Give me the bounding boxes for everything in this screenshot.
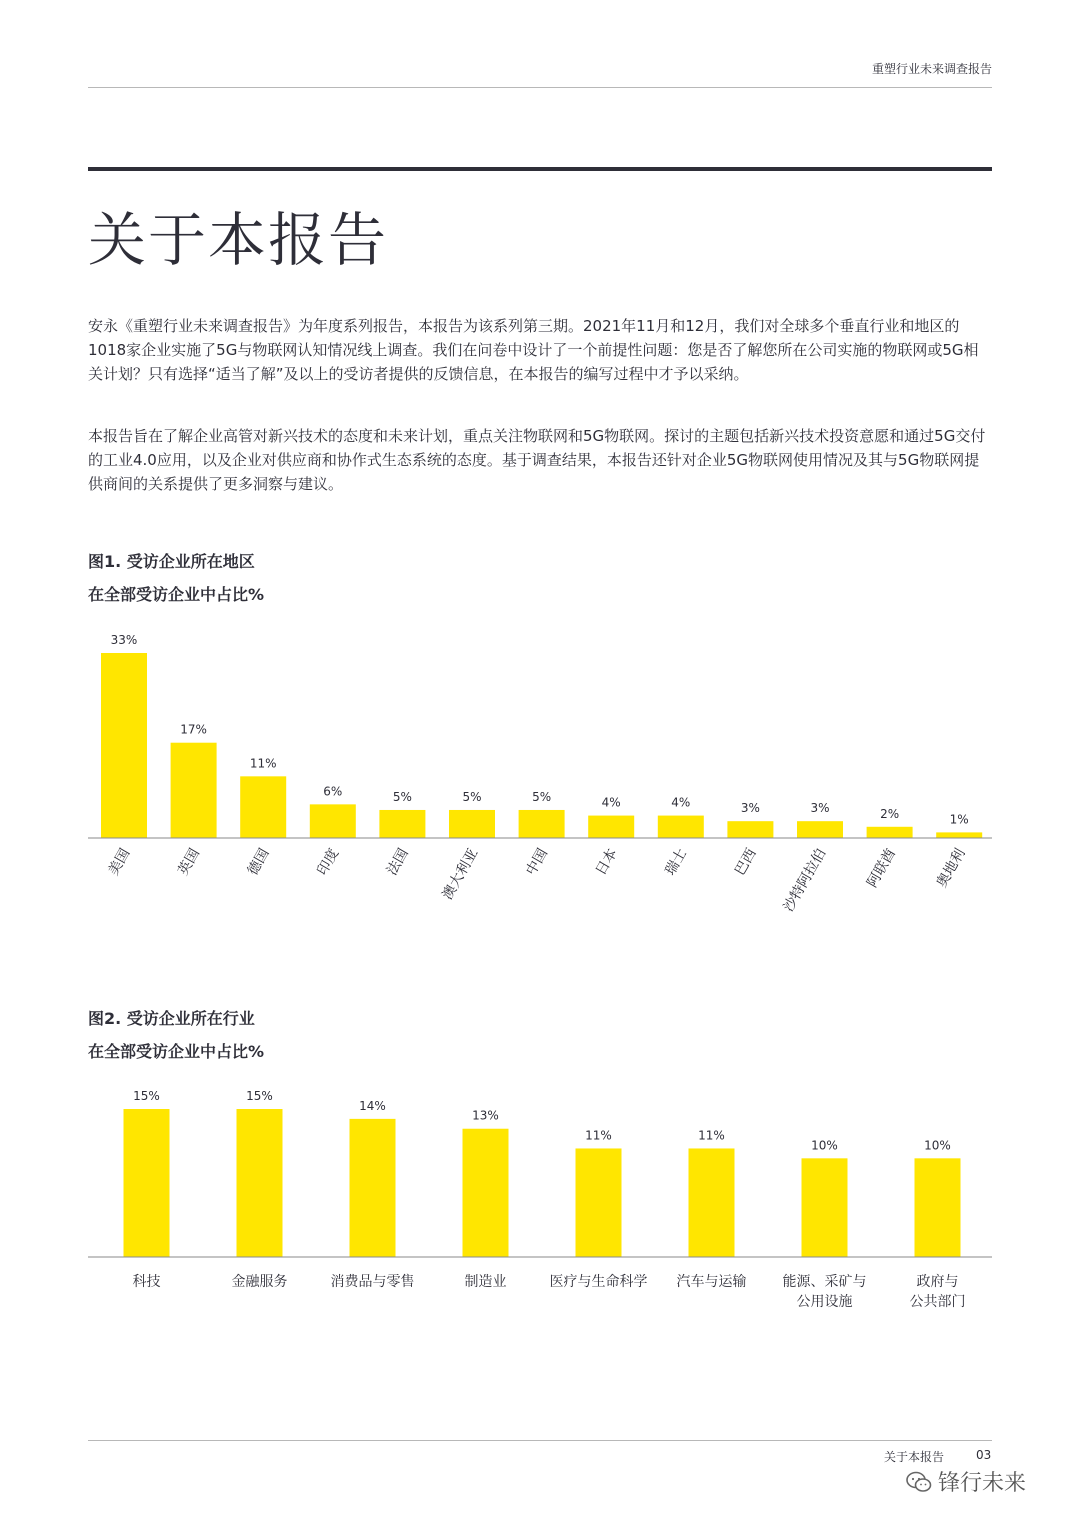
figure1-title: 图1. 受访企业所在地区: [88, 552, 255, 571]
bar-region-11: [867, 827, 913, 838]
tick-label-industry-4: 医疗与生命科学: [549, 1274, 648, 1290]
tick-label-industry-0: 科技: [132, 1274, 161, 1290]
data-label-region-12: 1%: [949, 812, 969, 827]
bar-industry-2: [350, 1119, 396, 1257]
bar-industry-0: [124, 1109, 170, 1257]
tick-label-region-2: 德国: [244, 846, 273, 879]
data-label-region-1: 17%: [180, 722, 207, 737]
data-label-industry-1: 15%: [246, 1089, 273, 1103]
data-label-industry-3: 13%: [472, 1108, 499, 1123]
tick-label-region-8: 瑞士: [662, 846, 691, 879]
figure1-chart: [0, 620, 1080, 930]
footer-divider: [88, 1440, 992, 1441]
watermark-text: 锋行未来: [938, 1471, 1027, 1496]
tick-label-industry-6: 能源、采矿与: [782, 1274, 867, 1290]
bar-industry-4: [576, 1148, 622, 1257]
bar-industry-7: [915, 1158, 961, 1257]
bar-region-6: [519, 810, 565, 838]
data-label-region-3: 6%: [323, 784, 343, 799]
bar-region-0: [101, 653, 147, 838]
tick-label-region-7: 日本: [592, 846, 621, 879]
bar-region-10: [797, 821, 843, 838]
data-label-region-2: 11%: [249, 756, 277, 771]
data-label-industry-4: 11%: [585, 1128, 612, 1143]
bar-region-2: [240, 776, 286, 838]
bar-industry-1: [237, 1109, 283, 1257]
data-label-region-10: 3%: [810, 801, 830, 816]
bar-region-8: [658, 816, 704, 838]
bar-region-4: [379, 810, 425, 838]
tick-label-industry-6: 公用设施: [796, 1294, 853, 1310]
data-label-industry-5: 11%: [698, 1128, 725, 1143]
data-label-industry-0: 15%: [133, 1089, 160, 1103]
bar-region-9: [727, 821, 773, 838]
tick-label-industry-3: 制造业: [464, 1274, 507, 1290]
tick-label-region-3: 印度: [314, 846, 343, 879]
page-title: 关于本报告: [88, 206, 389, 274]
figure1-subtitle: 在全部受访企业中占比%: [88, 585, 265, 604]
intro-paragraph-2: 本报告旨在了解企业高管对新兴技术的态度和未来计划，重点关注物联网和5G物联网。探讨的主题包括新兴技术投资意愿和通过5G交付的工业4.0应用，以及企业对供应商和协作式生态系统的态度。基于调查结果，本报告还针对企业5G物联网使用情况及其与5G物联网提供商间的关系提供了更多洞察与建议。: [88, 427, 986, 493]
figure2-chart: [0, 1080, 1080, 1320]
bar-region-12: [936, 832, 982, 838]
tick-label-region-0: 美国: [105, 846, 134, 879]
watermark: [906, 1466, 1026, 1497]
intro-paragraph-1: 安永《重塑行业未来调查报告》为年度系列报告，本报告为该系列第三期。2021年11月和12月，我们对全球多个垂直行业和地区的1018家企业实施了5G与物联网认知情况线上调查。我们在问卷中设计了一个前提性问题：您是否了解您所在公司实施的物联网或5G相关计划？只有选择“适当了解”及以上的受访者提供的反馈信息，在本报告的编写过程中才予以采纳。: [88, 317, 979, 383]
tick-label-industry-2: 消费品与零售: [330, 1274, 415, 1290]
footer-section-title: 关于本报告: [884, 1450, 945, 1464]
figure2-subtitle: 在全部受访企业中占比%: [88, 1042, 265, 1061]
data-label-region-9: 3%: [740, 801, 760, 816]
title-rule: [88, 167, 992, 171]
bar-region-3: [310, 804, 356, 838]
tick-label-industry-7: 公共部门: [909, 1294, 966, 1310]
bar-industry-3: [463, 1129, 509, 1257]
data-label-industry-2: 14%: [359, 1098, 386, 1113]
bar-region-1: [171, 743, 217, 838]
tick-label-industry-1: 金融服务: [231, 1274, 288, 1290]
data-label-industry-6: 10%: [811, 1138, 838, 1153]
data-label-region-7: 4%: [601, 795, 621, 810]
page-number: 03: [976, 1448, 992, 1462]
tick-label-industry-5: 汽车与运输: [676, 1274, 747, 1290]
tick-label-region-12: 奥地利: [933, 846, 969, 891]
tick-label-region-4: 法国: [384, 846, 412, 879]
bar-region-5: [449, 810, 495, 838]
figure2-title: 图2. 受访企业所在行业: [88, 1009, 255, 1028]
tick-label-region-11: 阿联酋: [864, 846, 900, 891]
data-label-region-11: 2%: [880, 806, 900, 821]
tick-label-region-10: 沙特阿拉伯: [780, 846, 830, 915]
tick-label-region-5: 澳大利亚: [439, 846, 482, 903]
data-label-region-4: 5%: [392, 789, 412, 804]
bar-region-7: [588, 816, 634, 838]
tick-label-region-1: 英国: [175, 846, 204, 879]
data-label-region-0: 33%: [110, 633, 138, 647]
tick-label-industry-7: 政府与: [916, 1274, 959, 1290]
report-header-title: 重塑行业未来调查报告: [871, 62, 992, 76]
data-label-region-5: 5%: [462, 789, 482, 804]
tick-label-region-6: 中国: [523, 846, 552, 879]
wechat-icon: [906, 1471, 932, 1493]
bar-industry-6: [802, 1158, 848, 1257]
data-label-industry-7: 10%: [924, 1138, 951, 1153]
data-label-region-8: 4%: [671, 795, 691, 810]
header-divider: [88, 87, 992, 88]
bar-industry-5: [689, 1148, 735, 1257]
data-label-region-6: 5%: [532, 789, 552, 804]
tick-label-region-9: 巴西: [732, 846, 760, 879]
